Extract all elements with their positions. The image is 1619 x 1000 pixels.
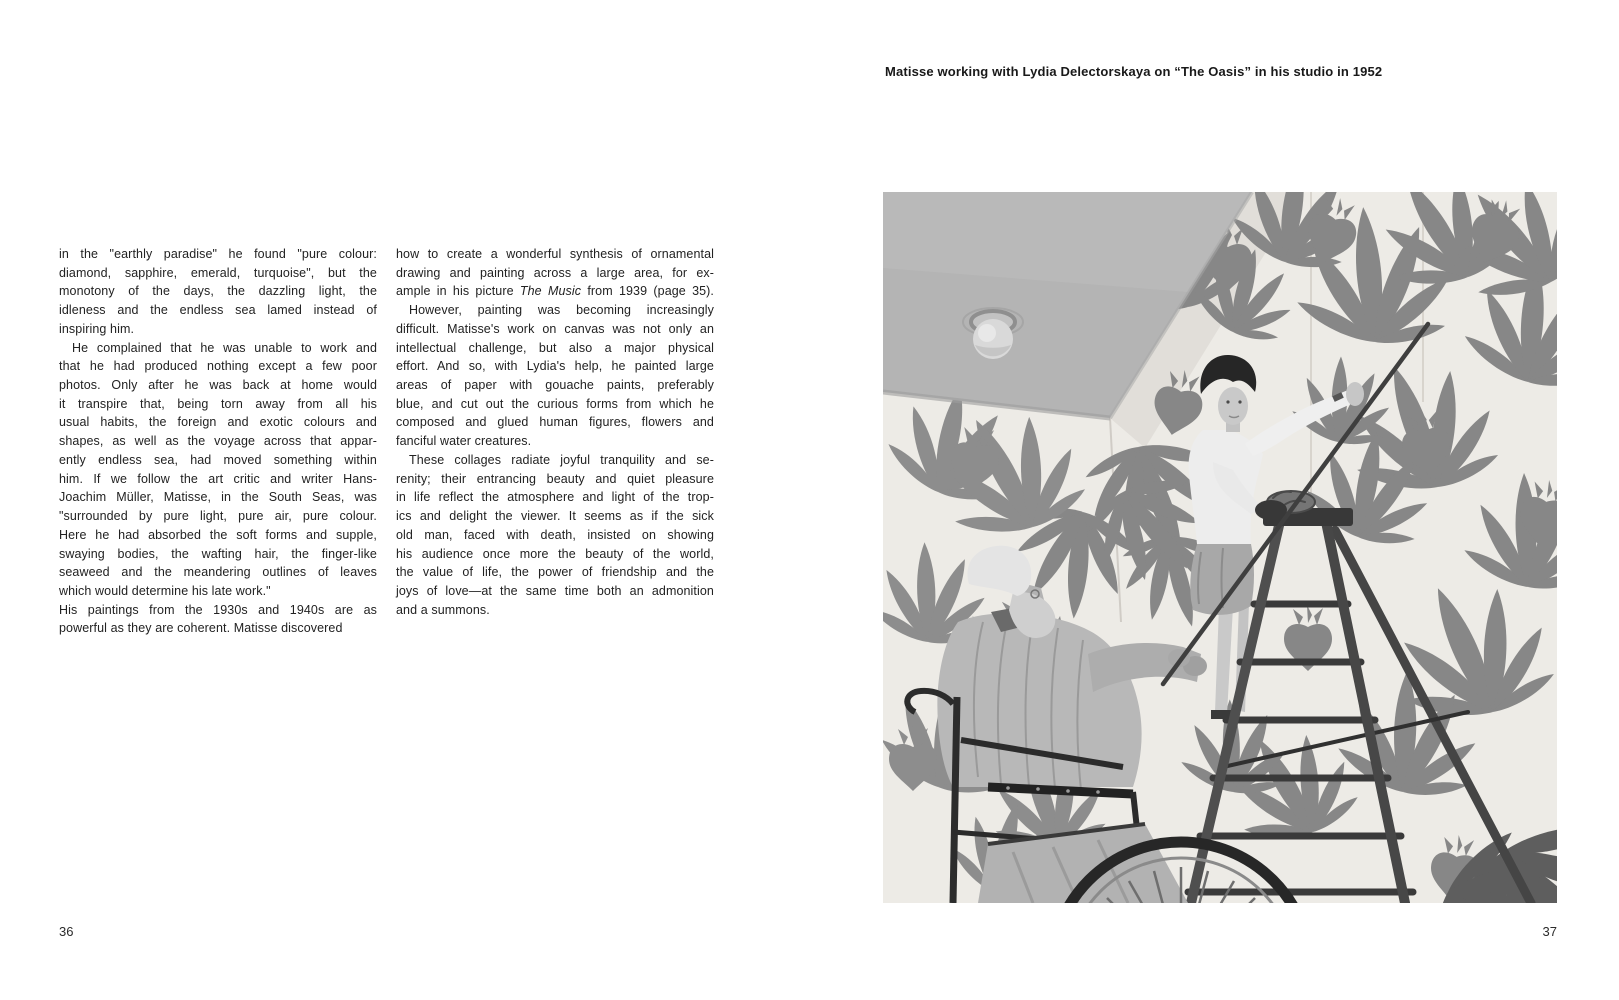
text-line: ics and delight the viewer. It seems as if the sick bbox=[396, 509, 714, 524]
text-line: it transpire that, being torn away from all his bbox=[59, 396, 377, 411]
text-line: swaying bodies, the wafting hair, the finger-like bbox=[59, 546, 377, 561]
studio-photo bbox=[883, 192, 1557, 903]
text-line: old man, faced with death, insisted on showing bbox=[396, 527, 714, 542]
page-number-left: 36 bbox=[59, 924, 74, 939]
page-number-right: 37 bbox=[1542, 924, 1557, 939]
text-line: monotony of the days, the dazzling light, the bbox=[59, 284, 377, 299]
text-line: in life reflect the atmosphere and light of the trop- bbox=[396, 490, 714, 505]
text-line: effort. And so, with Lydia's help, he painted large bbox=[396, 359, 714, 374]
text-line: fanciful water creatures. bbox=[396, 434, 532, 449]
text-line: inspiring him. bbox=[59, 321, 135, 336]
text-line: idleness and the endless sea lamed instead of bbox=[59, 303, 377, 318]
text-line: ample in his picture The Music from 1939 (page 35). bbox=[396, 284, 715, 299]
text-line: Joachim Müller, Matisse, in the South Seas, was bbox=[59, 490, 377, 505]
text-line: his audience once more the beauty of the world, bbox=[396, 546, 714, 561]
text-line: composed and glued human figures, flowers and bbox=[396, 415, 714, 430]
text-line: drawing and painting across a large area, for ex- bbox=[396, 265, 714, 280]
text-line: intellectual challenge, but also a major physical bbox=[396, 340, 714, 355]
text-line: His paintings from the 1930s and 1940s are as bbox=[59, 602, 377, 617]
text-line: the value of life, the power of friendship and the bbox=[396, 565, 714, 580]
text-line: diamond, sapphire, emerald, turquoise", but the bbox=[59, 265, 377, 280]
text-line: powerful as they are coherent. Matisse discovered bbox=[59, 621, 343, 636]
text-line: These collages radiate joyful tranquility and se- bbox=[409, 452, 714, 467]
text-line: ently endless sea, had moved something within bbox=[59, 452, 377, 467]
text-line: He complained that he was unable to work and bbox=[72, 340, 377, 355]
text-line: which would determine his late work." bbox=[59, 583, 271, 598]
photo-caption: Matisse working with Lydia Delectorskaya on “The Oasis” in his studio in 1952 bbox=[885, 64, 1383, 79]
body-text-column-1 bbox=[59, 245, 377, 638]
text-line: renity; their entrancing beauty and quiet pleasure bbox=[396, 471, 714, 486]
text-line: areas of paper with gouache paints, preferably bbox=[396, 378, 714, 393]
body-text-column-2 bbox=[396, 245, 714, 619]
text-line: usual habits, the foreign and exotic colours and bbox=[59, 415, 377, 430]
text-line: blue, and cut out the curious forms from which he bbox=[396, 396, 714, 411]
text-line: how to create a wonderful synthesis of ornamental bbox=[396, 247, 714, 261]
text-line: seaweed and the meandering outlines of leaves bbox=[59, 565, 377, 580]
text-line: However, painting was becoming increasingly bbox=[409, 303, 714, 318]
text-line: in the "earthly paradise" he found "pure colour: bbox=[59, 247, 377, 261]
text-line: joys of love—at the same time both an admonition bbox=[396, 583, 714, 598]
text-line: and a summons. bbox=[396, 602, 490, 617]
text-line: photos. Only after he was back at home would bbox=[59, 378, 377, 393]
text-line: Here he had absorbed the soft forms and supple, bbox=[59, 527, 377, 542]
text-line: difficult. Matisse's work on canvas was not only an bbox=[396, 321, 714, 336]
text-line: shapes, as well as the voyage across that appar- bbox=[59, 434, 377, 449]
text-line: him. If we follow the art critic and writer Hans- bbox=[59, 471, 377, 486]
text-line: that he had produced nothing except a few poor bbox=[59, 359, 377, 374]
text-line: "surrounded by pure light, pure air, pure colour. bbox=[59, 509, 377, 524]
